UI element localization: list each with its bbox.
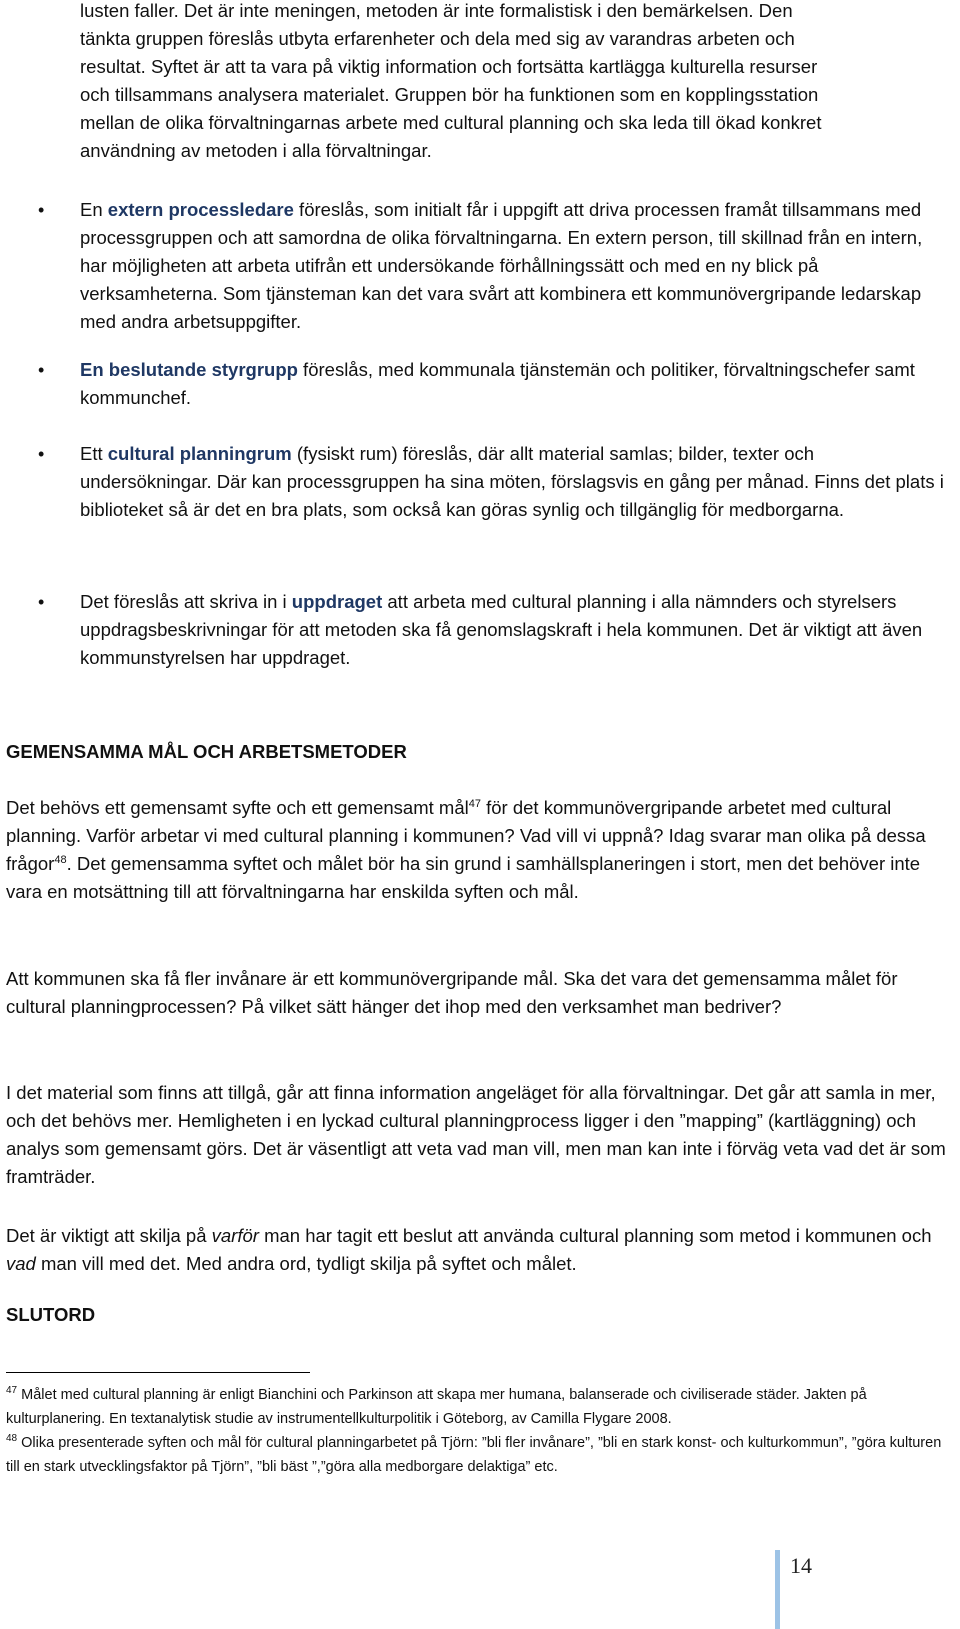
- body-paragraph: I det material som finns att tillgå, går att finna information angeläget för alla förvaltningar. Det går att samla in mer, och det behövs mer. Hemligheten i en lyckad cultural planningprocess ligger i den ”mapping” (kartläggning) och analys som gemensamt görs. Det är väsentligt att veta vad man vill, men man kan inte i förväg veta vad det är som framträder.: [6, 1082, 946, 1187]
- bullet-keyword: extern processledare: [107, 199, 294, 220]
- text-line: användning av metoden i alla förvaltningar.: [80, 140, 432, 161]
- paragraph-text: man har tagit ett beslut att använda cultural planning som metod i kommunen och: [258, 1225, 932, 1246]
- bullet-item: [80, 440, 950, 524]
- section-heading: GEMENSAMMA MÅL OCH ARBETSMETODER: [6, 741, 407, 762]
- bullet-text: att arbeta med cultural planning i alla nämnders och styrelsers uppdragsbeskrivningar för att metoden ska få genomslagskraft i hela kommunen. Det är viktigt att även kommunstyrelsen har uppdraget.: [80, 591, 923, 668]
- bullet-pre: Ett: [80, 443, 108, 464]
- text-line: resultat. Syftet är att ta vara på viktig information och fortsätta kartlägga kulturella resurser: [80, 56, 818, 77]
- footnote-ref[interactable]: 47: [468, 797, 481, 810]
- emphasis-text: vad: [6, 1253, 36, 1274]
- footnote-text: Målet med cultural planning är enligt Bianchini och Parkinson att skapa mer humana, balanserade och civiliserade städer. Jakten på kulturplanering. En textanalytisk studie av instrumentellkulturpolitik i Göteborg, av Camilla Flygare 2008.: [6, 1387, 867, 1427]
- paragraph-text: Det behövs ett gemensamt syfte och ett gemensamt mål: [6, 797, 469, 818]
- bullet-marker: •: [38, 592, 45, 612]
- footnote-text: Olika presenterade syften och mål för cultural planningarbetet på Tjörn: ”bli fler invånare”, ”bli en stark konst- och kulturkommun”, ”göra kulturen till en stark utvecklingsfaktor på Tjörn”, ”bli bäst ”,”göra alla medborgare delaktiga” etc.: [6, 1435, 942, 1475]
- bullet-text: (fysiskt rum) föreslås, där allt material samlas; bilder, texter och undersökningar. Där kan processgruppen ha sina möten, förslagsvis en gång per månad. Finns det plats i biblioteket så är det en bra plats, som också kan göras synlig och tillgänglig för medborgarna.: [80, 443, 944, 520]
- bullet-keyword: uppdraget: [291, 591, 383, 612]
- footnote-ref[interactable]: 48: [54, 853, 67, 866]
- bullet-pre: Det föreslås att skriva in i: [80, 591, 292, 612]
- bullet-marker: •: [38, 444, 45, 464]
- footnote: [6, 1431, 956, 1479]
- section-heading: SLUTORD: [6, 1304, 96, 1325]
- bullet-keyword: cultural planningrum: [107, 443, 292, 464]
- text-line: tänkta gruppen föreslås utbyta erfarenheter och dela med sig av varandras arbeten och: [80, 28, 795, 49]
- footnote-number: 48: [6, 1433, 18, 1445]
- footnote-number: 47: [6, 1385, 18, 1397]
- paragraph-text: för det kommunövergripande arbetet med cultural planning. Varför arbetar vi med cultural planning i kommunen? Vad vill vi uppnå? Idag svarar man olika på dessa frågor: [6, 797, 926, 874]
- bullet-marker: •: [38, 200, 45, 220]
- text-line: och tillsammans analysera materialet. Gruppen bör ha funktionen som en kopplingsstation: [80, 84, 819, 105]
- body-paragraph: Att kommunen ska få fler invånare är ett kommunövergripande mål. Ska det vara det gemensamma målet för cultural planningprocessen? På vilket sätt hänger det ihop med den verksamhet man bedriver?: [6, 968, 898, 1017]
- page-number-bar: [775, 1550, 780, 1629]
- text-line: mellan de olika förvaltningarnas arbete med cultural planning och ska leda till ökad konkret: [80, 112, 822, 133]
- emphasis-text: varför: [211, 1225, 259, 1246]
- bullet-item: [80, 356, 950, 412]
- bullet-item: [80, 588, 950, 672]
- paragraph-text: man vill med det. Med andra ord, tydligt skilja på syftet och målet.: [35, 1253, 577, 1274]
- bullet-text: föreslås, som initialt får i uppgift att driva processen framåt tillsammans med processgruppen och att samordna de olika förvaltningarna. En extern person, till skillnad från en intern, har möjligheten att arbeta utifrån ett undersökande förhållningssätt och med en ny blick på verksamheterna. Som tjänsteman kan det vara svårt att kombinera ett kommunövergripande ledarskap med andra arbetsuppgifter.: [80, 199, 923, 332]
- page-number: 14: [790, 1553, 812, 1578]
- bullet-pre: En: [80, 199, 108, 220]
- bullet-text: föreslås, med kommunala tjänstemän och politiker, förvaltningschefer samt kommunchef.: [80, 359, 915, 408]
- bullet-item: [80, 196, 950, 336]
- bullet-keyword: En beslutande styrgrupp: [80, 359, 298, 380]
- body-paragraph: [6, 1222, 956, 1278]
- footnote: [6, 1383, 956, 1431]
- text-line: lusten faller. Det är inte meningen, metoden är inte formalistisk i den bemärkelsen. Den: [80, 0, 793, 21]
- body-paragraph: [6, 794, 956, 906]
- paragraph-text: Det är viktigt att skilja på: [6, 1225, 212, 1246]
- footnote-separator: [6, 1372, 310, 1373]
- bullet-marker: •: [38, 360, 45, 380]
- paragraph-text: . Det gemensamma syftet och målet bör ha sin grund i samhällsplaneringen i stort, men det behöver inte vara en motsättning till att förvaltningarna har enskilda syften och mål.: [6, 853, 921, 902]
